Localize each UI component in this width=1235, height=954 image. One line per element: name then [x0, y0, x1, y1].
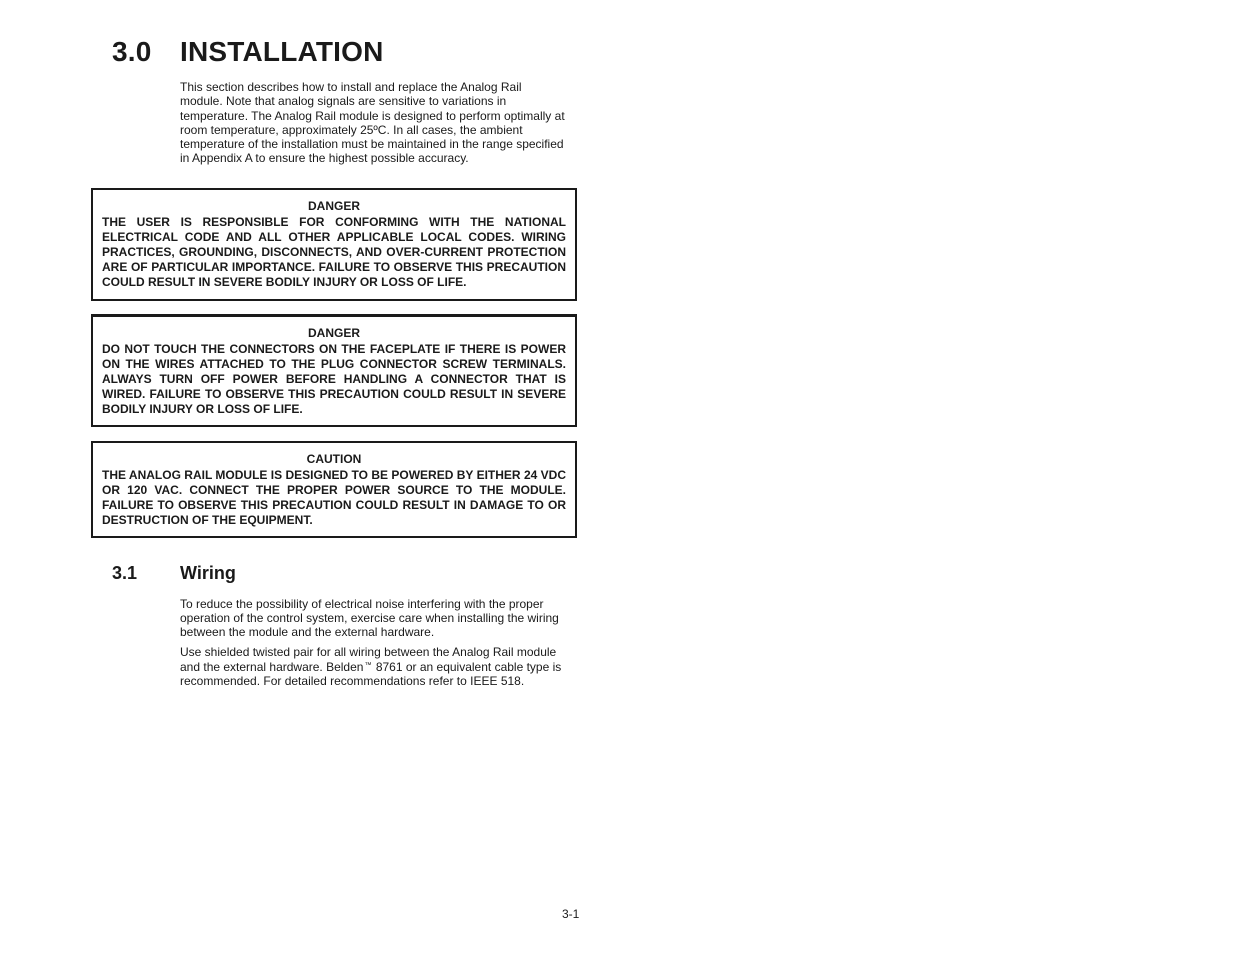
section-number: 3.0 [112, 36, 152, 67]
paragraph-text: Use shielded twisted pair for all wiring between the Analog Rail module and the external hardware. Belden [180, 645, 557, 674]
subsection-heading [112, 563, 236, 584]
trademark-symbol: ™ [364, 662, 372, 669]
wiring-paragraph-2 [180, 645, 570, 688]
subsection-number: 3.1 [112, 563, 138, 583]
caution-notice-power [91, 441, 577, 538]
wiring-paragraph-1: To reduce the possibility of electrical noise interfering with the proper operation of the control system, exercise care when installing the wiring between the module and the external hardware. [180, 597, 559, 639]
notice-title: CAUTION [306, 452, 362, 466]
notice-title: DANGER [307, 199, 360, 213]
notice-text: THE ANALOG RAIL MODULE IS DESIGNED TO BE POWERED BY EITHER 24 VDC OR 120 VAC. CONNECT THE PROPER POWER SOURCE TO THE MODULE. FAILURE TO OBSERVE THIS PRECAUTION COULD RESULT IN DAMAGE TO OR DESTRUCTION OF THE EQUIPMENT. [102, 468, 566, 527]
notice-text: DO NOT TOUCH THE CONNECTORS ON THE FACEPLATE IF THERE IS POWER ON THE WIRES ATTACHED TO THE PLUG CONNECTOR SCREW TERMINALS. ALWAYS TURN OFF POWER BEFORE HANDLING A CONNECTOR THAT IS WIRED. FAILURE TO OBSERVE THIS PRECAUTION COULD RESULT IN SEVERE BODILY INJURY OR LOSS OF LIFE. [102, 342, 566, 416]
notice-text: THE USER IS RESPONSIBLE FOR CONFORMING WITH THE NATIONAL ELECTRICAL CODE AND ALL OTHER APPLICABLE LOCAL CODES. WIRING PRACTICES, GROUNDING, DISCONNECTS, AND OVER-CURRENT PROTECTION ARE OF PARTICULAR IMPORTANCE. FAILURE TO OBSERVE THIS PRECAUTION COULD RESULT IN SEVERE BODILY INJURY OR LOSS OF LIFE. [102, 215, 566, 289]
danger-notice-codes [91, 188, 577, 301]
danger-notice-connectors [91, 314, 577, 427]
section-heading [112, 36, 384, 68]
section-title: INSTALLATION [180, 36, 384, 67]
subsection-title: Wiring [180, 563, 236, 583]
intro-paragraph: This section describes how to install and replace the Analog Rail module. Note that analog signals are sensitive to variations in temperature. The Analog Rail module is designed to perform optimally at room temperature, approximately 25ºC. In all cases, the ambient temperature of the installation must be maintained in the range specified in Appendix A to ensure the highest possible accuracy. [180, 80, 565, 166]
page-number: 3-1 [562, 907, 580, 921]
paragraph-text: 8761 or an equivalent cable type is recommended. For detailed recommendations refer to IEEE 518. [180, 660, 562, 688]
notice-title: DANGER [307, 326, 360, 340]
